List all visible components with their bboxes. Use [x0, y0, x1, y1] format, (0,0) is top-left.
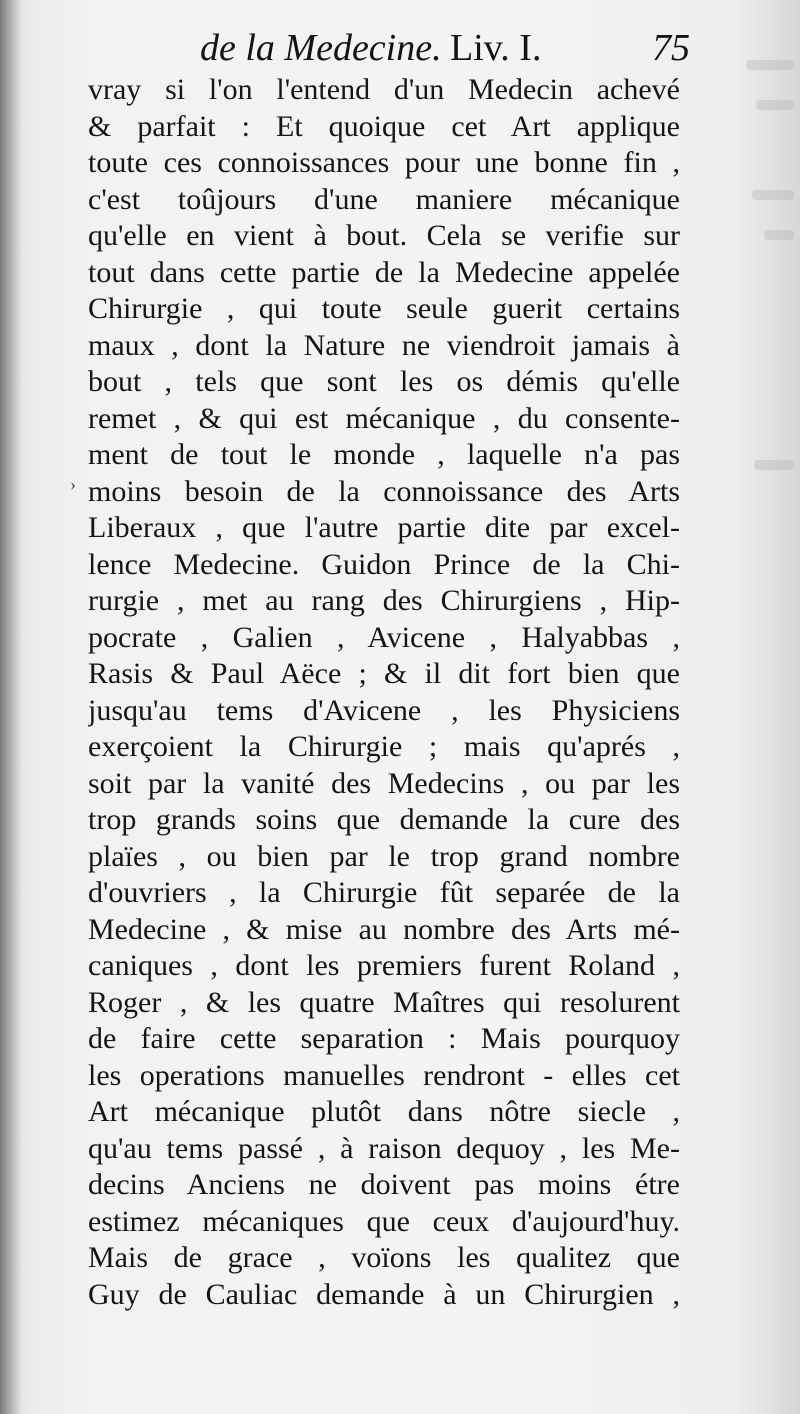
running-header [200, 26, 690, 76]
text-line: Art mécanique plutôt dans nôtre siecle , [88, 1095, 680, 1128]
text-line: vray si l'on l'entend d'un Medecin achevé [88, 73, 680, 106]
text-line: qu'au tems passé , à raison dequoy , les Me- [88, 1131, 680, 1165]
text-line: c'est toûjours d'une maniere mécanique [88, 182, 680, 216]
text-line: les operations manuelles rendront - elles cet [88, 1058, 680, 1092]
text-line: Roger , & les quatre Maîtres qui resolurent [88, 985, 680, 1019]
running-title: de la Medecine. [200, 27, 442, 69]
text-line: de faire cette separation : Mais pourquoy [88, 1022, 680, 1055]
text-line: soit par la vanité des Medecins , ou par les [88, 766, 680, 800]
text-line: trop grands soins que demande la cure des [88, 803, 680, 836]
book-number: Liv. I. [450, 27, 542, 69]
text-line: toute ces connoissances pour une bonne fin , [88, 146, 680, 179]
text-line: & parfait : Et quoique cet Art applique [88, 109, 680, 143]
text-line: Liberaux , que l'autre partie dite par excel- [88, 511, 680, 544]
text-line: pocrate , Galien , Avicene , Halyabbas , [88, 620, 680, 654]
text-line: rurgie , met au rang des Chirurgiens , Hip- [88, 584, 680, 617]
text-line: jusqu'au tems d'Avicene , les Physiciens [88, 693, 680, 727]
text-line: Rasis & Paul Aëce ; & il dit fort bien que [88, 657, 680, 690]
text-line: estimez mécaniques que ceux d'aujourd'huy. [88, 1204, 680, 1238]
text-line: exerçoient la Chirurgie ; mais qu'aprés , [88, 730, 680, 763]
page-gutter-shadow [0, 0, 22, 1414]
text-line: Mais de grace , voïons les qualitez que [88, 1241, 680, 1274]
page-number: 75 [652, 27, 690, 69]
text-line: Guy de Cauliac demande à un Chirurgien , [88, 1277, 680, 1311]
text-line: d'ouvriers , la Chirurgie fût separée de la [88, 876, 680, 909]
text-line: remet , & qui est mécanique , du consente- [88, 401, 680, 435]
text-line: lence Medecine. Guidon Prince de la Chi- [88, 547, 680, 581]
text-line: moins besoin de la connoissance des Arts [88, 474, 680, 508]
text-line: ment de tout le monde , laquelle n'a pas [88, 438, 680, 471]
text-line: bout , tels que sont les os démis qu'elle [88, 365, 680, 398]
text-line: Chirurgie , qui toute seule guerit certains [88, 292, 680, 325]
text-line: Medecine , & mise au nombre des Arts mé- [88, 912, 680, 946]
text-line: maux , dont la Nature ne viendroit jamais à [88, 328, 680, 362]
show-through-bleed [730, 40, 800, 1340]
text-line: decins Anciens ne doivent pas moins étre [88, 1168, 680, 1201]
margin-mark: › [70, 474, 76, 494]
text-line: plaïes , ou bien par le trop grand nombre [88, 839, 680, 873]
text-line: qu'elle en vient à bout. Cela se verifie sur [88, 219, 680, 252]
text-line: caniques , dont les premiers furent Roland , [88, 949, 680, 982]
text-line: tout dans cette partie de la Medecine appelée [88, 255, 680, 289]
body-text [88, 72, 680, 1313]
